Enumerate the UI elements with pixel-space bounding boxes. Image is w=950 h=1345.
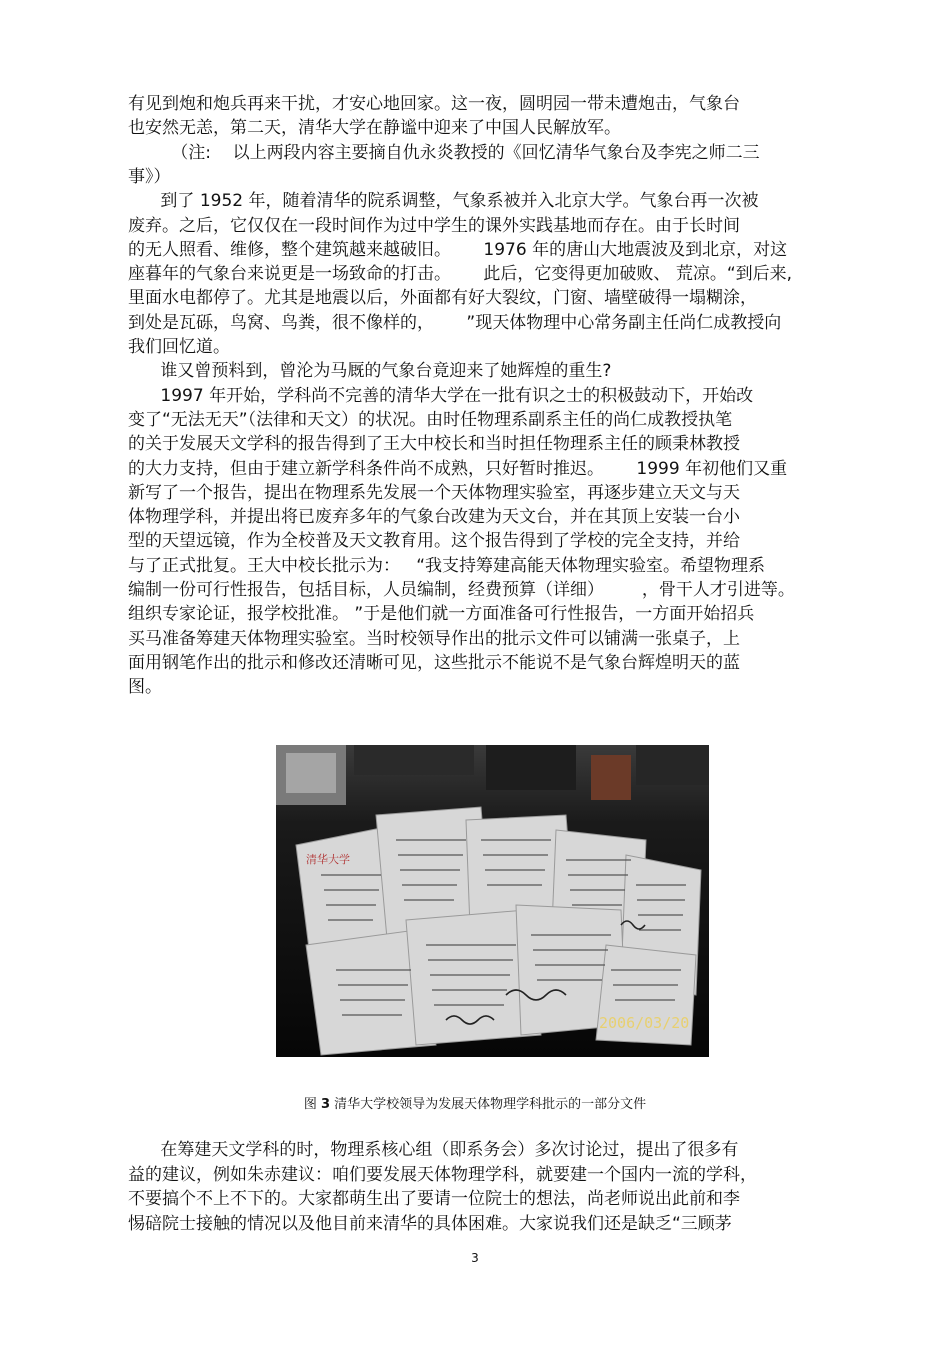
text-line: 与了正式批复。王大中校长批示为： “我支持筹建高能天体物理实验室。希望物理系: [128, 555, 766, 576]
text-line: （注: 以上两段内容主要摘自仇永炎教授的《回忆清华气象台及李宪之师二三: [128, 142, 760, 163]
text-line: 座暮年的气象台来说更是一场致命的打击。 此后，它变得更加破败、 荒凉。“到后来,: [128, 264, 793, 285]
text-line: 谁又曾预料到，曾沦为马厩的气象台竟迎来了她辉煌的重生?: [128, 361, 612, 382]
text-line: 的无人照看、维修，整个建筑越来越破旧。 1976 年的唐山大地震波及到北京，对这: [128, 239, 788, 260]
text-line: 里面水电都停了。尤其是地震以后，外面都有好大裂纹，门窗、墙壁破得一塌糊涂，: [128, 288, 757, 309]
text-line: 废弃。之后，它仅仅在一段时间作为过中学生的课外实践基地而存在。由于长时间: [128, 215, 740, 236]
caption-number: 3: [320, 1097, 331, 1112]
text-line: 组织专家论证，报学校批准。 ”于是他们就一方面准备可行性报告，一方面开始招兵: [128, 604, 755, 625]
text-line: 面用钢笔作出的批示和修改还清晰可见，这些批示不能说不是气象台辉煌明天的蓝: [128, 652, 740, 673]
text-line: 体物理学科，并提出将已废弃多年的气象台改建为天文台，并在其顶上安装一台小: [128, 507, 740, 528]
text-line: 1997 年开始，学科尚不完善的清华大学在一批有识之士的积极鼓动下，开始改: [128, 385, 754, 406]
text-line: 惕碚院士接触的情况以及他目前来清华的具体困难。大家说我们还是缺乏“三顾茅: [128, 1213, 732, 1234]
text-line: 新写了一个报告，提出在物理系先发展一个天体物理实验室，再逐步建立天文与天: [128, 482, 740, 503]
documents-photo-illustration: [276, 745, 709, 1057]
text-line: 的大力支持，但由于建立新学科条件尚不成熟，只好暂时推迟。 1999 年初他们又重: [128, 458, 788, 479]
caption-prefix: 图: [303, 1097, 321, 1112]
text-line: 变了“无法无天”（法律和天文）的状况。由时任物理系副系主任的尚仁成教授执笔: [128, 409, 733, 430]
page-number: 3: [471, 1251, 479, 1265]
text-line: 也安然无恙，第二天，清华大学在静谧中迎来了中国人民解放军。: [128, 118, 621, 139]
date-stamp: 2006/03/20: [599, 1014, 690, 1032]
text-line: 到了 1952 年，随着清华的院系调整，气象系被并入北京大学。气象台再一次被: [128, 191, 759, 212]
doc-header-text: 清华大学: [306, 853, 350, 866]
figure-caption: [0, 1096, 950, 1114]
text-line: 编制一份可行性报告，包括目标，人员编制，经费预算（详细） ，骨干人才引进等。: [128, 580, 795, 600]
figure-photo-documents: [276, 745, 709, 1057]
text-line: 事》）: [128, 166, 171, 187]
caption-text: 清华大学校领导为发展天体物理学科批示的一部分文件: [330, 1097, 647, 1112]
text-line: 益的建议，例如朱赤建议：咱们要发展天体物理学科，就要建一个国内一流的学科，: [128, 1164, 757, 1185]
text-line: 型的天望远镜，作为全校普及天文教育用。这个报告得到了学校的完全支持，并给: [128, 531, 740, 552]
text-line: 图。: [128, 677, 162, 698]
text-line: 买马准备筹建天体物理实验室。当时校领导作出的批示文件可以铺满一张桌子，上: [128, 628, 740, 649]
text-line: 的关于发展天文学科的报告得到了王大中校长和当时担任物理系主任的顾秉林教授: [128, 434, 740, 455]
text-line: 有见到炮和炮兵再来干扰，才安心地回家。这一夜，圆明园一带未遭炮击，气象台: [128, 94, 740, 114]
text-line: 我们回忆道。: [128, 337, 230, 357]
text-line: 在筹建天文学科的时，物理系核心组（即系务会）多次讨论过，提出了很多有: [128, 1140, 739, 1160]
text-line: 到处是瓦砾，鸟窝、鸟粪，很不像样的， ”现天体物理中心常务副主任尚仁成教授向: [128, 312, 782, 333]
text-line: 不要搞个不上不下的。大家都萌生出了要请一位院士的想法，尚老师说出此前和李: [128, 1189, 740, 1209]
